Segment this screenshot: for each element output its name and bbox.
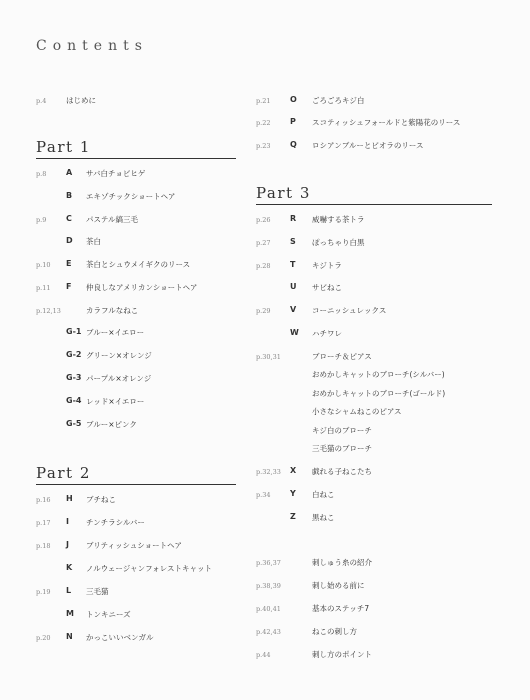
toc-entry-label: チンチラシルバー xyxy=(86,518,145,527)
toc-page-number: p.9 xyxy=(36,216,47,224)
toc-entry-label: ロシアンブルーとビオラのリース xyxy=(312,141,424,150)
toc-page-number: p.34 xyxy=(256,491,271,499)
toc-page-number: p.26 xyxy=(256,216,271,224)
toc-code: N xyxy=(66,632,73,641)
toc-page-number: p.20 xyxy=(36,634,51,642)
toc-entry-label: ブリティッシュショートヘア xyxy=(86,541,182,550)
toc-entry-label: 戯れる子ねこたち xyxy=(312,467,372,476)
toc-code: Q xyxy=(290,140,297,149)
toc-page-number: p.28 xyxy=(256,262,271,270)
toc-code: J xyxy=(66,540,69,549)
toc-entry-label: パステル縞三毛 xyxy=(86,215,138,224)
toc-entry-label: 白ねこ xyxy=(312,490,335,499)
toc-page-number: p.36,37 xyxy=(256,559,281,567)
toc-code: T xyxy=(290,260,296,269)
toc-page-number: p.19 xyxy=(36,588,51,596)
toc-page-number: p.8 xyxy=(36,170,47,178)
toc-entry-label: 黒ねこ xyxy=(312,513,335,522)
toc-entry-label: ぽっちゃり白黒 xyxy=(312,238,365,247)
page-title: Contents xyxy=(36,38,148,54)
toc-code: U xyxy=(290,282,297,291)
toc-entry-label: ノルウェージャンフォレストキャット xyxy=(86,564,212,573)
toc-code: B xyxy=(66,191,73,200)
toc-code: W xyxy=(290,328,299,337)
toc-entry-label: ごろごろキジ白 xyxy=(312,96,365,105)
toc-code: G-5 xyxy=(66,419,82,428)
toc-entry-label: 茶白 xyxy=(86,237,101,246)
toc-entry-label: ブルー×イエロー xyxy=(86,328,145,337)
toc-entry-label: カラフルなねこ xyxy=(86,306,139,315)
toc-entry-label: 茶白とシュウメイギクのリース xyxy=(86,260,191,269)
toc-code: O xyxy=(290,95,297,104)
part-1-heading: Part 1 xyxy=(36,138,91,156)
toc-entry-label: パープル×オレンジ xyxy=(86,374,152,383)
toc-page-number: p.27 xyxy=(256,239,271,247)
toc-entry-label: キジ白のブローチ xyxy=(312,426,372,435)
part-3-heading: Part 3 xyxy=(256,184,311,202)
toc-entry-label: レッド×イエロー xyxy=(86,397,145,406)
toc-page-number: p.30,31 xyxy=(256,353,281,361)
toc-code: G-4 xyxy=(66,396,82,405)
toc-code: Y xyxy=(290,489,296,498)
toc-page-number: p.11 xyxy=(36,284,51,292)
toc-entry-label: サバ白チョビヒゲ xyxy=(86,169,146,178)
toc-code: G-1 xyxy=(66,327,82,336)
toc-entry-label: 刺し方のポイント xyxy=(312,650,372,659)
toc-code: C xyxy=(66,214,72,223)
toc-entry-label: 仲良しなアメリカンショートヘア xyxy=(86,283,198,292)
toc-code: M xyxy=(66,609,74,618)
toc-entry-label: トンキニーズ xyxy=(86,610,131,619)
toc-code: G-2 xyxy=(66,350,82,359)
toc-entry-label: おめかしキャットのブローチ(シルバー) xyxy=(312,370,445,379)
toc-page-number: p.29 xyxy=(256,307,271,315)
toc-entry-label: エキゾチックショートヘア xyxy=(86,192,176,201)
toc-code: Z xyxy=(290,512,296,521)
toc-code: P xyxy=(290,117,296,126)
part-2-rule xyxy=(36,484,236,485)
toc-entry-label: かっこいいベンガル xyxy=(86,633,154,642)
toc-entry-label: ブローチ＆ピアス xyxy=(312,352,372,361)
toc-code: H xyxy=(66,494,73,503)
toc-code: V xyxy=(290,305,297,314)
toc-page-number: p.12,13 xyxy=(36,307,61,315)
toc-entry-label: 小さなシャムねこのピアス xyxy=(312,407,402,416)
toc-entry-label: 三毛猫のブローチ xyxy=(312,444,372,453)
toc-entry-label: グリーン×オレンジ xyxy=(86,351,152,360)
toc-page-number: p.38,39 xyxy=(256,582,281,590)
part-1-rule xyxy=(36,158,236,159)
toc-code: G-3 xyxy=(66,373,82,382)
toc-page-number: p.22 xyxy=(256,119,271,127)
toc-entry-label: 刺し始める前に xyxy=(312,581,365,590)
toc-code: I xyxy=(66,517,69,526)
toc-page-number: p.21 xyxy=(256,97,271,105)
toc-code: S xyxy=(290,237,296,246)
toc-code: F xyxy=(66,282,72,291)
toc-code: X xyxy=(290,466,297,475)
toc-entry-label: おめかしキャットのブローチ(ゴールド) xyxy=(312,389,446,398)
toc-entry-label: キジトラ xyxy=(312,261,342,270)
toc-page-number: p.32,33 xyxy=(256,468,281,476)
toc-code: K xyxy=(66,563,73,572)
toc-page-number: p.4 xyxy=(36,97,47,105)
toc-code: R xyxy=(290,214,297,223)
toc-page-number: p.42,43 xyxy=(256,628,281,636)
toc-page-number: p.10 xyxy=(36,261,51,269)
toc-entry-label: スコティッシュフォールドと紫陽花のリース xyxy=(312,118,461,127)
toc-code: E xyxy=(66,259,72,268)
toc-entry-label: コーニッシュレックス xyxy=(312,306,387,315)
toc-page-number: p.16 xyxy=(36,496,51,504)
toc-entry-label: サビねこ xyxy=(312,283,342,292)
toc-page-number: p.23 xyxy=(256,142,271,150)
toc-entry-label: 刺しゅう糸の紹介 xyxy=(312,558,372,567)
toc-entry-label: ハチワレ xyxy=(312,329,342,338)
toc-code: D xyxy=(66,236,73,245)
toc-entry-label: ねこの刺し方 xyxy=(312,627,357,636)
toc-entry-label: ブルー×ピンク xyxy=(86,420,137,429)
toc-entry-label: はじめに xyxy=(66,96,96,105)
toc-entry-label: 三毛猫 xyxy=(86,587,109,596)
toc-page-number: p.17 xyxy=(36,519,51,527)
toc-entry-label: 基本のステッチ7 xyxy=(312,604,370,613)
toc-code: A xyxy=(66,168,73,177)
toc-entry-label: 威嚇する茶トラ xyxy=(312,215,365,224)
toc-entry-label: ブチねこ xyxy=(86,495,116,504)
toc-page-number: p.18 xyxy=(36,542,51,550)
toc-page-number: p.40,41 xyxy=(256,605,281,613)
part-3-rule xyxy=(256,204,492,205)
part-2-heading: Part 2 xyxy=(36,464,91,482)
toc-code: L xyxy=(66,586,72,595)
toc-page-number: p.44 xyxy=(256,651,271,659)
